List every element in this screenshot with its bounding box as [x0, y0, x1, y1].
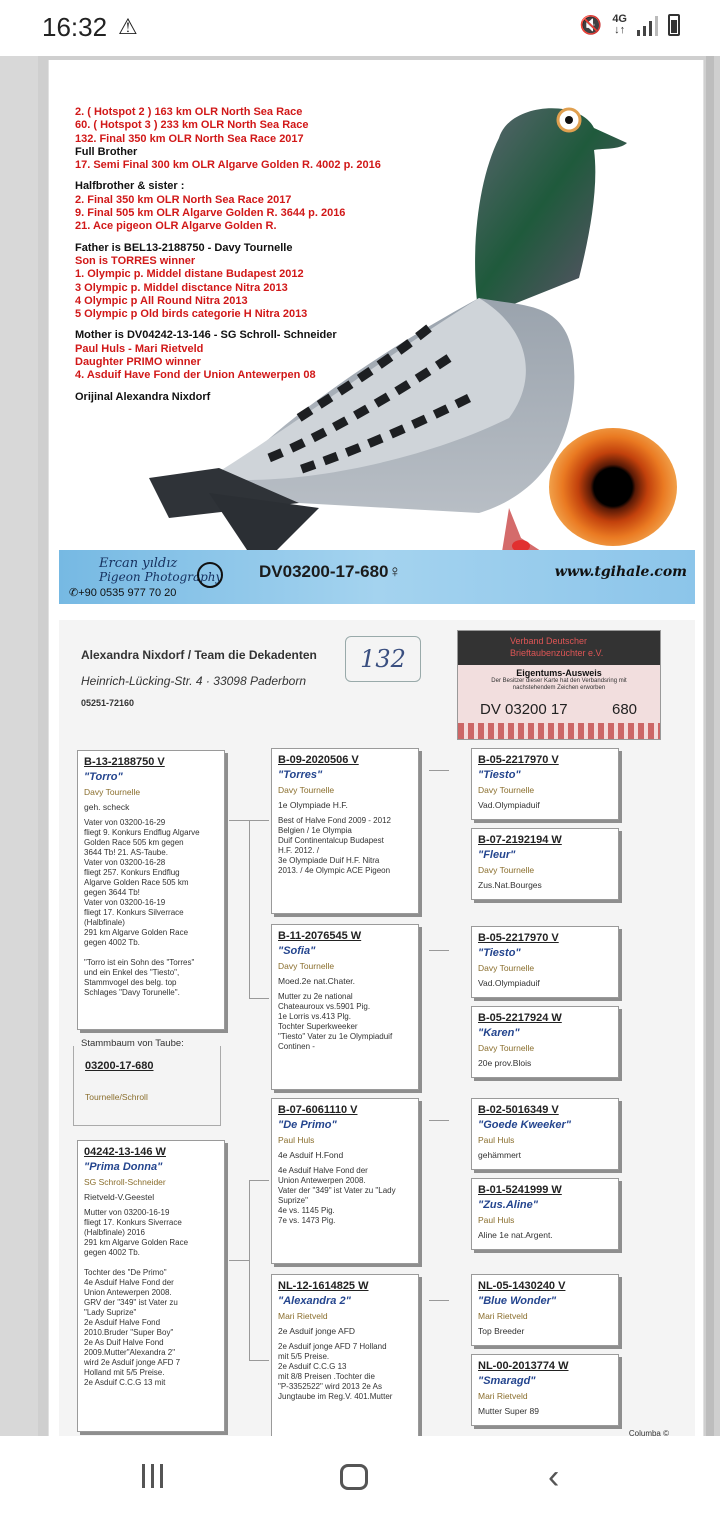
race-result-line: 132. Final 350 km OLR North Sea Race 2017 [75, 132, 304, 145]
pigeon-color: 1e Olympiade H.F. [278, 800, 348, 810]
pigeon-notes: Vater von 03200-16-29 fliegt 9. Konkurs Endflug Algarve Golden Race 505 km gegen 3644 Tb! 21. AS-Taube. Vater von 03200-16-28 fliegt 257. Konkurs Endflug Algarve Golden Race 505 km gegen 3644 Tb! Vater von 03200-16-19 fliegt 17. Konkurs Silverrace (Halbfinale) 291 km Algarve Golden Race gegen 4002 Tb. "Torro ist ein Sohn des "Torres" und ein Enkel des "Tiesto", Stammvogel des belg. top Schlages "Davy Torunelle". [84, 818, 200, 997]
pigeon-name: "Fleur" [478, 849, 516, 861]
pigeon-color: Moed.2e nat.Chater. [278, 976, 356, 986]
owner-phone: 05251-72160 [81, 698, 135, 708]
race-result-line: 3 Olympic p. Middel disctance Nitra 2013 [75, 281, 288, 294]
ring-number: DV03200-17-680♀ [259, 562, 402, 581]
pigeon-breeder: Paul Huls [478, 1215, 515, 1225]
subject-ring-number: 03200-17-680 [85, 1060, 154, 1072]
pigeon-breeder: Davy Tournelle [478, 963, 535, 973]
website-url: www.tgihale.com [554, 564, 687, 580]
pigeon-ring: B-07-2192194 W [478, 834, 562, 846]
pigeon-ring: NL-12-1614825 W [278, 1280, 369, 1292]
pigeon-name: "Goede Kweeker" [478, 1119, 571, 1131]
warning-icon: ⚠ [118, 14, 138, 39]
race-result-line: 5 Olympic p Old birds categorie H Nitra 2013 [75, 308, 308, 321]
pigeon-breeder: Davy Tournelle [278, 785, 335, 795]
mute-icon: 🔇 [579, 14, 603, 35]
pigeon-ring: B-05-2217970 V [478, 754, 559, 766]
pigeon-notes: 4e Asduif Halve Fond der Union Antewerpen 2008. Vater der "349" ist Vater zu "Lady Suprize" 4e vs. 1145 Pig. 7e vs. 1473 Pig. [278, 1166, 396, 1225]
grandparent-card[interactable] [271, 1098, 419, 1264]
race-result-line: Son is TORRES winner [75, 254, 196, 267]
pigeon-ring: B-09-2020506 V [278, 754, 359, 766]
pigeon-name: "Prima Donna" [84, 1161, 163, 1173]
great-grandparent-card[interactable] [471, 748, 619, 820]
pigeon-breeder: Paul Huls [478, 1135, 515, 1145]
pigeon-ring: NL-05-1430240 V [478, 1280, 566, 1292]
pigeon-notes: Mutter zu 2e national Chateauroux vs.5901 Pig. 1e Lorris vs.413 Plg. Tochter Superkweeker "Tiesto" Vater zu 1e Olympiaduif Continen - [278, 992, 393, 1051]
race-result-line: Daughter PRIMO winner [75, 356, 201, 369]
pedigree-document[interactable] [59, 620, 695, 1436]
pigeon-ring: B-07-6061110 V [278, 1104, 358, 1116]
pigeon-notes: Best of Halve Fond 2009 - 2012 Belgien / 1e Olympia Duif Continentalcup Budapest H.F. 2012. / 3e Olympiade Duif H.F. Nitra 2013. / 4e Olympic ACE Pigeon [278, 816, 391, 875]
ownership-certificate: Verband Deutscher Brieftaubenzüchter e.V. Eigentums-Ausweis Der Besitzer dieser Karte hat den Verbandsring mit nachstehendem Zeichen erworben DV 03200 17 680 [457, 630, 661, 740]
pigeon-breeder: Davy Tournelle [84, 787, 141, 797]
pigeon-name: "Torres" [278, 769, 323, 781]
photographer-banner [59, 550, 695, 604]
pigeon-name: "De Primo" [278, 1119, 337, 1131]
pigeon-color: Vad.Olympiaduif [478, 978, 540, 988]
pigeon-name: "Tiesto" [478, 769, 521, 781]
great-grandparent-card[interactable] [471, 828, 619, 900]
home-button[interactable] [340, 1464, 368, 1490]
pigeon-color: geh. scheck [84, 802, 130, 812]
pigeon-name: "Karen" [478, 1027, 520, 1039]
race-result-line: 2. ( Hotspot 2 ) 163 km OLR North Sea Race [75, 106, 303, 118]
pigeon-breeder: Mari Rietveld [478, 1311, 528, 1321]
recent-apps-button[interactable] [142, 1464, 163, 1488]
owner-name: Alexandra Nixdorf / Team die Dekadenten [81, 648, 317, 662]
grandparent-card[interactable] [271, 1274, 419, 1436]
scrollbar[interactable] [706, 56, 714, 1436]
pedigree-label: Stammbaum von Taube: [77, 1038, 188, 1049]
race-result-line: Halfbrother & sister : [75, 180, 185, 193]
photographer-name: Ercan yıldız [99, 556, 178, 571]
pigeon-color: 20e prov.Blois [478, 1058, 532, 1068]
pigeon-name: "Sofia" [278, 945, 316, 957]
race-result-line: Full Brother [75, 145, 138, 158]
pigeon-breeder: Davy Tournelle [478, 865, 535, 875]
pigeon-ring: B-01-5241999 W [478, 1184, 562, 1196]
race-result-line: Orijinal Alexandra Nixdorf [75, 390, 211, 403]
race-result-line: Father is BEL13-2188750 - Davy Tournelle [75, 241, 293, 254]
post-card [48, 60, 704, 1436]
status-time: 16:32 [42, 12, 108, 42]
pigeon-ring: B-11-2076545 W [278, 930, 362, 942]
handwritten-number: 132 [345, 636, 421, 682]
pigeon-color: gehämmert [478, 1150, 521, 1160]
race-result-line [75, 321, 381, 329]
race-result-line: 17. Semi Final 300 km OLR Algarve Golden R. 4002 p. 2016 [75, 159, 381, 172]
battery-icon [668, 14, 680, 36]
pigeon-breeder: Mari Rietveld [478, 1391, 528, 1401]
pigeon-breeder: Davy Tournelle [478, 1043, 535, 1053]
pigeon-notes: 2e Asduif jonge AFD 7 Holland mit 5/5 Preise. 2e Asduif C.C.G 13 mit 8/8 Preisen .Tochter die "P-3352522" wird 2013 2e As Jungtaube im Reg.V. 401.Mutter [278, 1342, 393, 1401]
pigeon-breeder: Davy Tournelle [478, 785, 535, 795]
race-result-line: 60. ( Hotspot 3 ) 233 km OLR North Sea Race [75, 119, 309, 132]
pigeon-name: "Smaragd" [478, 1375, 536, 1387]
race-result-line: 4 Olympic p All Round Nitra 2013 [75, 294, 248, 307]
software-credit: Columba © [628, 1429, 669, 1436]
photographer-phone: ✆+90 0535 977 70 20 [69, 587, 177, 599]
pigeon-color: 2e Asduif jonge AFD [278, 1326, 356, 1336]
race-results-text [75, 106, 381, 404]
pigeon-name: "Zus.Aline" [478, 1199, 538, 1211]
great-grandparent-card[interactable] [471, 1274, 619, 1346]
pigeon-notes: Mutter von 03200-16-19 fliegt 17. Konkurs Siverrace (Halbfinale) 2016 291 km Algarve Golden Race gegen 4002 Tb. Tochter des "De Primo" 4e Asduif Halve Fond der Union Antewerpen 2008. GRV der "349" ist Vater zu "Lady Suprize" 2e Asduif Halve Fond 2010.Bruder "Super Boy" 2e As Duif Halve Fond 2009.Mutter"Alexandra 2" wird 2e Asduif jonge AFD 7 Holland mit 5/5 Preise. 2e Asduif C.C.G 13 mit [84, 1208, 189, 1387]
status-icons [580, 14, 680, 36]
great-grandparent-card[interactable] [471, 1006, 619, 1078]
pigeon-ring: B-05-2217924 W [478, 1012, 562, 1024]
pigeon-ring: NL-00-2013774 W [478, 1360, 569, 1372]
pigeon-breeder: Davy Tournelle [278, 961, 335, 971]
status-bar [0, 0, 720, 56]
grandparent-card[interactable] [271, 748, 419, 914]
pigeon-ring: B-02-5016349 V [478, 1104, 559, 1116]
signal-icon [637, 14, 658, 36]
pigeon-breeder: SG Schroll-Schneider [84, 1177, 166, 1187]
pigeon-name: "Alexandra 2" [278, 1295, 351, 1307]
pigeon-color: 4e Asduif H.Fond [278, 1150, 344, 1160]
pigeon-name: "Torro" [84, 771, 123, 783]
race-result-line: Paul Huls - Mari Rietveld [75, 342, 204, 355]
browser-content[interactable] [0, 56, 720, 1436]
race-result-line [75, 234, 381, 242]
pigeon-color: Top Breeder [478, 1326, 525, 1336]
pigeon-color: Mutter Super 89 [478, 1406, 539, 1416]
great-grandparent-card[interactable] [471, 1178, 619, 1250]
pigeon-ring: B-13-2188750 V [84, 756, 165, 768]
great-grandparent-card[interactable] [471, 1098, 619, 1170]
grandparent-card[interactable] [271, 924, 419, 1090]
race-result-line: 1. Olympic p. Middel distane Budapest 2012 [75, 268, 304, 281]
race-result-line: 4. Asduif Have Fond der Union Antewerpen 08 [75, 369, 316, 382]
race-result-line: Mother is DV04242-13-146 - SG Schroll- Schneider [75, 329, 337, 342]
pigeon-promo-image[interactable] [59, 98, 695, 608]
pigeon-color: Zus.Nat.Bourges [478, 880, 542, 890]
pigeon-color: Vad.Olympiaduif [478, 800, 540, 810]
system-nav-bar [0, 1436, 720, 1520]
great-grandparent-card[interactable] [471, 1354, 619, 1426]
pigeon-ring: 04242-13-146 W [84, 1146, 166, 1158]
pigeon-breeder: Mari Rietveld [278, 1311, 328, 1321]
owner-address: Heinrich-Lücking-Str. 4 · 33098 Paderborn [81, 674, 307, 688]
camera-logo-icon [197, 562, 223, 588]
race-result-line: 2. Final 350 km OLR North Sea Race 2017 [75, 193, 292, 206]
pigeon-color: Aline 1e nat.Argent. [478, 1230, 553, 1240]
subject-breeder: Tournelle/Schroll [85, 1092, 148, 1102]
network-type-label: 4G ↓↑ [612, 13, 627, 36]
pigeon-breeder: Paul Huls [278, 1135, 315, 1145]
pigeon-color: Rietveld-V.Geestel [84, 1192, 155, 1202]
pigeon-eye-closeup [549, 428, 677, 546]
race-result-line [75, 172, 381, 180]
father-card[interactable] [77, 750, 225, 1030]
back-button[interactable]: ‹ [548, 1458, 560, 1496]
race-result-line [75, 383, 381, 391]
mother-card[interactable] [77, 1140, 225, 1432]
great-grandparent-card[interactable] [471, 926, 619, 998]
pigeon-ring: B-05-2217970 V [478, 932, 559, 944]
pigeon-name: "Blue Wonder" [478, 1295, 557, 1307]
pigeon-name: "Tiesto" [478, 947, 521, 959]
race-result-line: 9. Final 505 km OLR Algarve Golden R. 3644 p. 2016 [75, 207, 346, 220]
photographer-subtitle: Pigeon Photography [99, 570, 223, 584]
race-result-line: 21. Ace pigeon OLR Algarve Golden R. [75, 220, 277, 233]
